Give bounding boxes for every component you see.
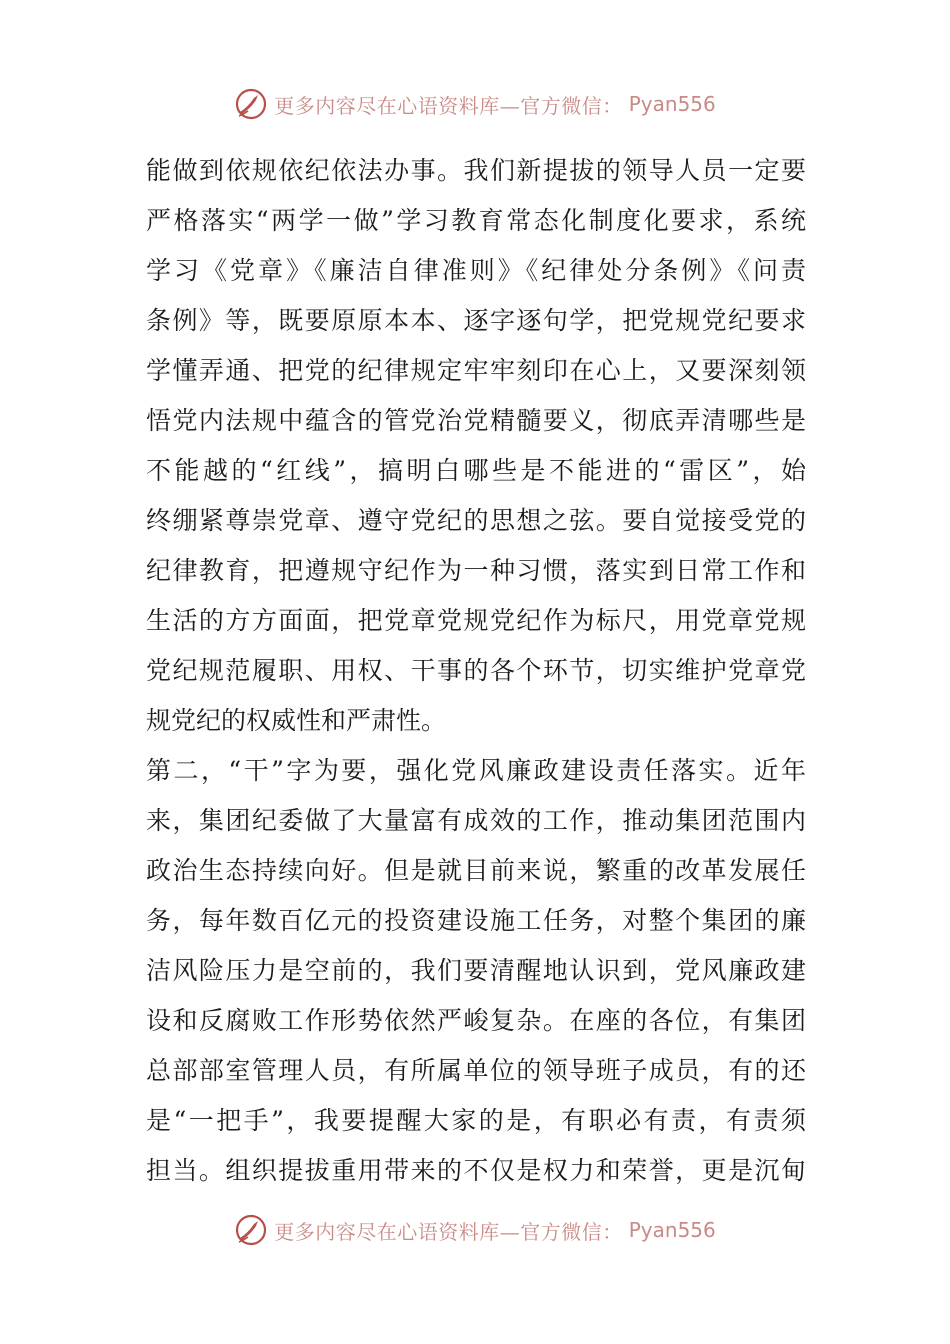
footer-watermark xyxy=(0,1210,950,1250)
header-watermark xyxy=(0,84,950,124)
pen-logo-icon xyxy=(234,87,268,121)
document-body xyxy=(146,146,806,1196)
text-line: 务，每年数百亿元的投资建设施工任务，对整个集团的廉 xyxy=(146,906,806,935)
text-line: 严格落实“两学一做”学习教育常态化制度化要求，系统 xyxy=(146,206,806,235)
text-line: 悟党内法规中蕴含的管党治党精髓要义，彻底弄清哪些是 xyxy=(146,406,806,435)
text-line: 政治生态持续向好。但是就目前来说，繁重的改革发展任 xyxy=(146,856,806,885)
watermark-text: 更多内容尽在心语资料库—官方微信： xyxy=(274,93,623,118)
text-line: 学习《党章》《廉洁自律准则》《纪律处分条例》《问责 xyxy=(146,256,806,285)
text-line: 是“一把手”，我要提醒大家的是，有职必有责，有责须 xyxy=(146,1106,806,1135)
watermark-wechat-id: Pyan556 xyxy=(628,1218,716,1242)
watermark-text: 更多内容尽在心语资料库—官方微信： xyxy=(274,1219,623,1244)
text-line: 学懂弄通、把党的纪律规定牢牢刻印在心上，又要深刻领 xyxy=(146,356,806,385)
paragraph-end-line: 规党纪的权威性和严肃性。 xyxy=(146,706,447,735)
text-line: 不能越的“红线”，搞明白哪些是不能进的“雷区”，始 xyxy=(146,456,806,485)
text-line: 第二，“干”字为要，强化党风廉政建设责任落实。近年 xyxy=(146,756,806,785)
text-line: 纪律教育，把遵规守纪作为一种习惯，落实到日常工作和 xyxy=(146,556,806,585)
text-line: 担当。组织提拔重用带来的不仅是权力和荣誉，更是沉甸 xyxy=(146,1156,806,1185)
text-line: 条例》等，既要原原本本、逐字逐句学，把党规党纪要求 xyxy=(146,306,806,335)
text-line: 终绷紧尊崇党章、遵守党纪的思想之弦。要自觉接受党的 xyxy=(146,506,806,535)
text-line: 生活的方方面面，把党章党规党纪作为标尺，用党章党规 xyxy=(146,606,806,635)
text-line: 总部部室管理人员，有所属单位的领导班子成员，有的还 xyxy=(146,1056,806,1085)
pen-logo-icon xyxy=(234,1213,268,1247)
text-line: 能做到依规依纪依法办事。我们新提拔的领导人员一定要 xyxy=(146,156,806,185)
text-line: 来，集团纪委做了大量富有成效的工作，推动集团范围内 xyxy=(146,806,806,835)
text-line: 洁风险压力是空前的，我们要清醒地认识到，党风廉政建 xyxy=(146,956,806,985)
text-line: 设和反腐败工作形势依然严峻复杂。在座的各位，有集团 xyxy=(146,1006,806,1035)
text-line: 党纪规范履职、用权、干事的各个环节，切实维护党章党 xyxy=(146,656,806,685)
watermark-wechat-id: Pyan556 xyxy=(628,92,716,116)
